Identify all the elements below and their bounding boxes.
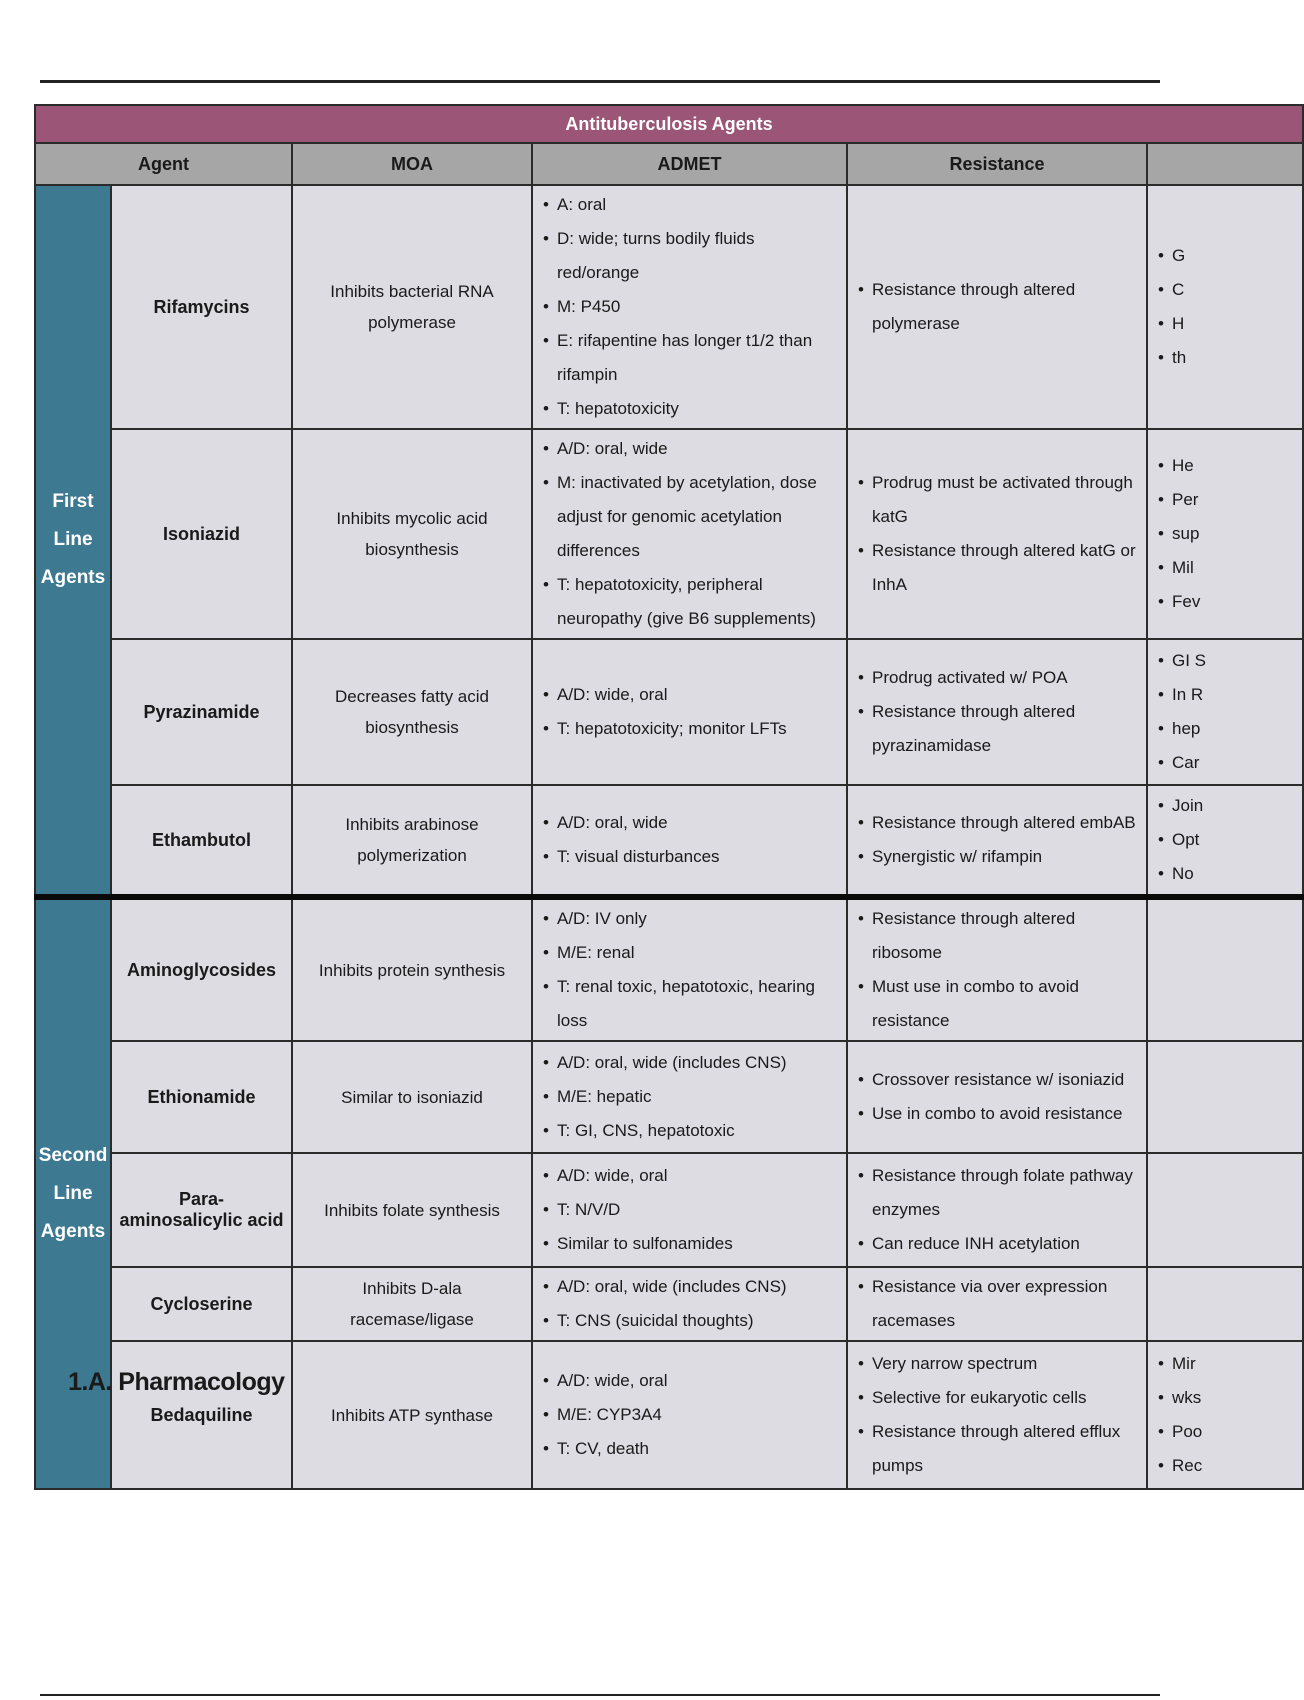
admet-item: • T: N/V/D xyxy=(557,1193,840,1227)
resistance-item: • Resistance through folate pathway enzymes xyxy=(872,1159,1140,1227)
notes-item: • Mir xyxy=(1172,1347,1296,1381)
notes-item: • Join xyxy=(1172,789,1296,823)
admet-item: • M: P450 xyxy=(557,290,840,324)
admet-cell-list xyxy=(539,1046,840,1148)
agent-name: Pyrazinamide xyxy=(111,639,292,785)
moa-cell: Similar to isoniazid xyxy=(292,1041,532,1153)
resistance-item: • Resistance through altered efflux pumps xyxy=(872,1415,1140,1483)
notes-item: • H xyxy=(1172,307,1296,341)
resistance-item: • Prodrug must be activated through katG xyxy=(872,466,1140,534)
admet-cell xyxy=(532,1267,847,1341)
admet-cell-list xyxy=(539,188,840,426)
notes-cell xyxy=(1147,185,1303,429)
admet-item: • A/D: IV only xyxy=(557,902,840,936)
resistance-cell xyxy=(847,639,1147,785)
resistance-item: • Resistance through altered ribosome xyxy=(872,902,1140,970)
notes-item: • sup xyxy=(1172,517,1296,551)
admet-item: • T: GI, CNS, hepatotoxic xyxy=(557,1114,840,1148)
admet-item: • Similar to sulfonamides xyxy=(557,1227,840,1261)
agent-name: Cycloserine xyxy=(111,1267,292,1341)
resistance-item: • Synergistic w/ rifampin xyxy=(872,840,1140,874)
moa-cell: Inhibits folate synthesis xyxy=(292,1153,532,1267)
admet-item: • T: CNS (suicidal thoughts) xyxy=(557,1304,840,1338)
notes-cell xyxy=(1147,897,1303,1041)
notes-cell xyxy=(1147,785,1303,897)
table-title: Antituberculosis Agents xyxy=(35,105,1303,143)
notes-item: • No xyxy=(1172,857,1296,891)
resistance-cell xyxy=(847,1341,1147,1489)
resistance-cell xyxy=(847,785,1147,897)
admet-item: • A/D: wide, oral xyxy=(557,1364,840,1398)
notes-cell xyxy=(1147,1267,1303,1341)
table-row xyxy=(35,1267,1303,1341)
header-notes xyxy=(1147,143,1303,185)
resistance-item: • Resistance via over expression racemases xyxy=(872,1270,1140,1338)
notes-item: • Opt xyxy=(1172,823,1296,857)
admet-item: • D: wide; turns bodily fluids red/orange xyxy=(557,222,840,290)
header-resistance: Resistance xyxy=(847,143,1147,185)
admet-cell-list xyxy=(539,678,840,746)
admet-cell-list xyxy=(539,1159,840,1261)
admet-cell-list xyxy=(539,806,840,874)
notes-cell xyxy=(1147,639,1303,785)
moa-cell: Inhibits ATP synthase xyxy=(292,1341,532,1489)
moa-cell: Inhibits protein synthesis xyxy=(292,897,532,1041)
resistance-cell-list xyxy=(854,273,1140,341)
resistance-item: • Very narrow spectrum xyxy=(872,1347,1140,1381)
admet-item: • A/D: oral, wide xyxy=(557,432,840,466)
notes-cell xyxy=(1147,1041,1303,1153)
resistance-item: • Use in combo to avoid resistance xyxy=(872,1097,1140,1131)
admet-cell xyxy=(532,1341,847,1489)
notes-item: • wks xyxy=(1172,1381,1296,1415)
admet-item: • E: rifapentine has longer t1/2 than rifampin xyxy=(557,324,840,392)
admet-item: • A/D: wide, oral xyxy=(557,1159,840,1193)
top-rule xyxy=(40,80,1160,83)
admet-cell xyxy=(532,1153,847,1267)
admet-item: • T: hepatotoxicity, peripheral neuropathy (give B6 supplements) xyxy=(557,568,840,636)
moa-cell: Inhibits arabinose polymerization xyxy=(292,785,532,897)
resistance-cell-list xyxy=(854,1063,1140,1131)
table-row xyxy=(35,639,1303,785)
header-moa: MOA xyxy=(292,143,532,185)
resistance-cell-list xyxy=(854,1159,1140,1261)
resistance-cell-list xyxy=(854,661,1140,763)
antituberculosis-table xyxy=(34,104,1304,1490)
resistance-item: • Resistance through altered polymerase xyxy=(872,273,1140,341)
agent-name: Isoniazid xyxy=(111,429,292,639)
table-header-row xyxy=(35,143,1303,185)
resistance-cell xyxy=(847,1267,1147,1341)
admet-item: • T: hepatotoxicity; monitor LFTs xyxy=(557,712,840,746)
admet-cell xyxy=(532,185,847,429)
resistance-cell xyxy=(847,1041,1147,1153)
section-heading: 1.A. Pharmacology xyxy=(68,1368,285,1396)
agent-name: Ethambutol xyxy=(111,785,292,897)
notes-item: • Car xyxy=(1172,746,1296,780)
admet-item: • A/D: oral, wide (includes CNS) xyxy=(557,1270,840,1304)
notes-item: • C xyxy=(1172,273,1296,307)
moa-cell: Decreases fatty acid biosynthesis xyxy=(292,639,532,785)
notes-cell-list xyxy=(1154,644,1296,780)
resistance-item: • Resistance through altered pyrazinamidase xyxy=(872,695,1140,763)
admet-item: • M/E: renal xyxy=(557,936,840,970)
notes-item: • Rec xyxy=(1172,1449,1296,1483)
agent-name: Bedaquiline xyxy=(111,1341,292,1489)
agent-name: Ethionamide xyxy=(111,1041,292,1153)
admet-cell-list xyxy=(539,902,840,1038)
resistance-item: • Prodrug activated w/ POA xyxy=(872,661,1140,695)
table-body xyxy=(35,185,1303,1489)
moa-cell: Inhibits bacterial RNA polymerase xyxy=(292,185,532,429)
admet-item: • M/E: hepatic xyxy=(557,1080,840,1114)
resistance-cell-list xyxy=(854,902,1140,1038)
admet-cell xyxy=(532,785,847,897)
notes-cell xyxy=(1147,429,1303,639)
notes-cell-list xyxy=(1154,449,1296,619)
table-row xyxy=(35,897,1303,1041)
admet-item: • A/D: oral, wide xyxy=(557,806,840,840)
admet-cell xyxy=(532,639,847,785)
admet-cell xyxy=(532,1041,847,1153)
table-row xyxy=(35,429,1303,639)
table-title-row xyxy=(35,105,1303,143)
moa-cell: Inhibits D-ala racemase/ligase xyxy=(292,1267,532,1341)
agent-name: Aminoglycosides xyxy=(111,897,292,1041)
notes-cell-list xyxy=(1154,239,1296,375)
notes-cell-list xyxy=(1154,789,1296,891)
resistance-cell xyxy=(847,1153,1147,1267)
notes-item: • th xyxy=(1172,341,1296,375)
admet-item: • T: CV, death xyxy=(557,1432,840,1466)
moa-cell: Inhibits mycolic acid biosynthesis xyxy=(292,429,532,639)
group-label: First Line Agents xyxy=(35,185,111,897)
admet-item: • M: inactivated by acetylation, dose adjust for genomic acetylation differences xyxy=(557,466,840,568)
agent-name: Para-aminosalicylic acid xyxy=(111,1153,292,1267)
admet-cell xyxy=(532,429,847,639)
resistance-cell xyxy=(847,897,1147,1041)
admet-cell-list xyxy=(539,432,840,636)
notes-item: • In R xyxy=(1172,678,1296,712)
admet-item: • T: visual disturbances xyxy=(557,840,840,874)
notes-item: • Poo xyxy=(1172,1415,1296,1449)
admet-item: • A/D: wide, oral xyxy=(557,678,840,712)
resistance-cell-list xyxy=(854,466,1140,602)
notes-item: • GI S xyxy=(1172,644,1296,678)
resistance-item: • Resistance through altered embAB xyxy=(872,806,1140,840)
notes-item: • Per xyxy=(1172,483,1296,517)
bottom-rule xyxy=(40,1694,1160,1696)
admet-cell xyxy=(532,897,847,1041)
resistance-item: • Resistance through altered katG or InhA xyxy=(872,534,1140,602)
resistance-item: • Must use in combo to avoid resistance xyxy=(872,970,1140,1038)
admet-cell-list xyxy=(539,1270,840,1338)
table-row xyxy=(35,1041,1303,1153)
notes-cell-list xyxy=(1154,1347,1296,1483)
antituberculosis-table-wrapper xyxy=(34,104,1207,1490)
notes-item: • He xyxy=(1172,449,1296,483)
header-agent: Agent xyxy=(35,143,292,185)
resistance-cell xyxy=(847,185,1147,429)
group-label: Second Line Agents xyxy=(35,897,111,1489)
table-row xyxy=(35,1341,1303,1489)
admet-cell-list xyxy=(539,1364,840,1466)
admet-item: • M/E: CYP3A4 xyxy=(557,1398,840,1432)
notes-item: • G xyxy=(1172,239,1296,273)
resistance-item: • Crossover resistance w/ isoniazid xyxy=(872,1063,1140,1097)
admet-item: • T: hepatotoxicity xyxy=(557,392,840,426)
agent-name: Rifamycins xyxy=(111,185,292,429)
admet-item: • T: renal toxic, hepatotoxic, hearing loss xyxy=(557,970,840,1038)
resistance-cell-list xyxy=(854,1347,1140,1483)
notes-item: • Mil xyxy=(1172,551,1296,585)
resistance-cell xyxy=(847,429,1147,639)
notes-cell xyxy=(1147,1153,1303,1267)
table-row xyxy=(35,785,1303,897)
admet-item: • A: oral xyxy=(557,188,840,222)
notes-item: • Fev xyxy=(1172,585,1296,619)
table-row xyxy=(35,1153,1303,1267)
resistance-item: • Can reduce INH acetylation xyxy=(872,1227,1140,1261)
table-row xyxy=(35,185,1303,429)
resistance-cell-list xyxy=(854,1270,1140,1338)
notes-item: • hep xyxy=(1172,712,1296,746)
header-admet: ADMET xyxy=(532,143,847,185)
notes-cell xyxy=(1147,1341,1303,1489)
admet-item: • A/D: oral, wide (includes CNS) xyxy=(557,1046,840,1080)
resistance-item: • Selective for eukaryotic cells xyxy=(872,1381,1140,1415)
resistance-cell-list xyxy=(854,806,1140,874)
